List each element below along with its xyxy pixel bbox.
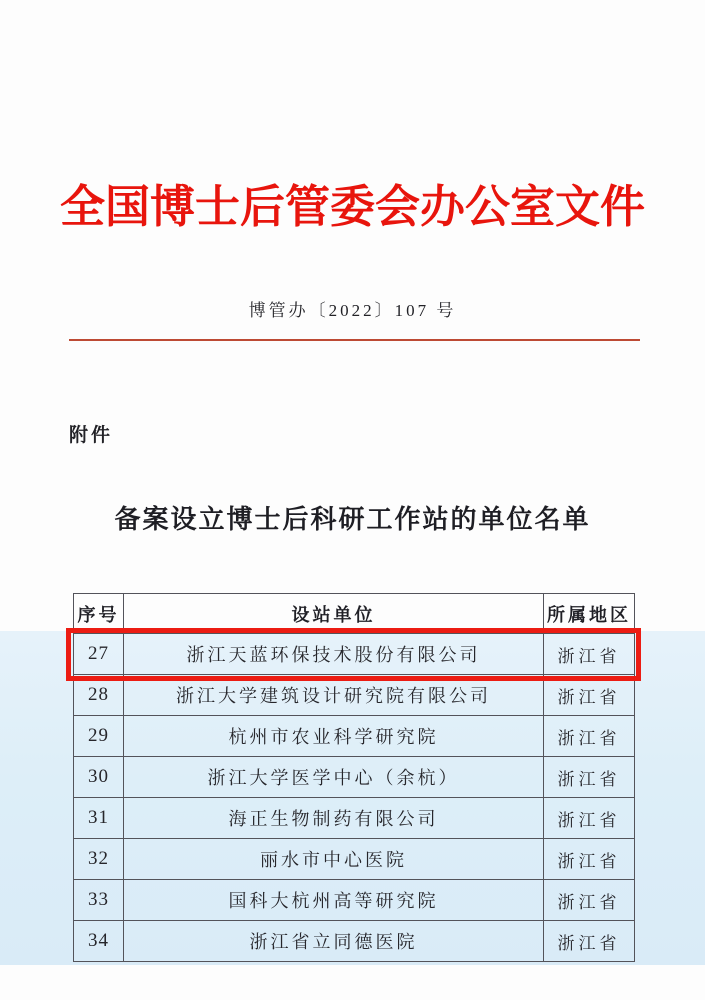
column-header-no: 序号 — [74, 594, 124, 634]
cell-unit: 浙江省立同德医院 — [124, 921, 544, 962]
cell-region: 浙江省 — [544, 880, 635, 921]
cell-region: 浙江省 — [544, 839, 635, 880]
cell-region: 浙江省 — [544, 921, 635, 962]
cell-region: 浙江省 — [544, 634, 635, 675]
cell-region: 浙江省 — [544, 675, 635, 716]
cell-region: 浙江省 — [544, 798, 635, 839]
table-row — [74, 675, 635, 716]
cell-no: 30 — [74, 757, 124, 798]
cell-no: 29 — [74, 716, 124, 757]
cell-unit: 浙江天蓝环保技术股份有限公司 — [124, 634, 544, 675]
cell-region: 浙江省 — [544, 757, 635, 798]
table-row — [74, 839, 635, 880]
red-divider-rule — [69, 339, 640, 341]
cell-no: 34 — [74, 921, 124, 962]
column-header-unit: 设站单位 — [124, 594, 544, 634]
table-row — [74, 798, 635, 839]
cell-unit: 浙江大学医学中心（余杭） — [124, 757, 544, 798]
document-title: 全国博士后管委会办公室文件 — [59, 182, 645, 232]
table-row — [74, 921, 635, 962]
table-row — [74, 716, 635, 757]
cell-unit: 浙江大学建筑设计研究院有限公司 — [124, 675, 544, 716]
document-number: 博管办〔2022〕107 号 — [248, 301, 457, 320]
cell-unit: 杭州市农业科学研究院 — [124, 716, 544, 757]
cell-unit: 国科大杭州高等研究院 — [124, 880, 544, 921]
cell-unit: 丽水市中心医院 — [124, 839, 544, 880]
cell-no: 33 — [74, 880, 124, 921]
cell-region: 浙江省 — [544, 716, 635, 757]
table-title: 备案设立博士后科研工作站的单位名单 — [114, 505, 591, 534]
attachment-label: 附件 — [69, 425, 114, 446]
column-header-region: 所属地区 — [544, 594, 635, 634]
table-row — [74, 757, 635, 798]
cell-no: 27 — [74, 634, 124, 675]
table-row — [74, 634, 635, 675]
cell-no: 28 — [74, 675, 124, 716]
cell-no: 32 — [74, 839, 124, 880]
table-body — [74, 634, 635, 962]
units-table — [73, 593, 635, 962]
cell-unit: 海正生物制药有限公司 — [124, 798, 544, 839]
table-header-row — [74, 594, 635, 634]
table-row — [74, 880, 635, 921]
cell-no: 31 — [74, 798, 124, 839]
